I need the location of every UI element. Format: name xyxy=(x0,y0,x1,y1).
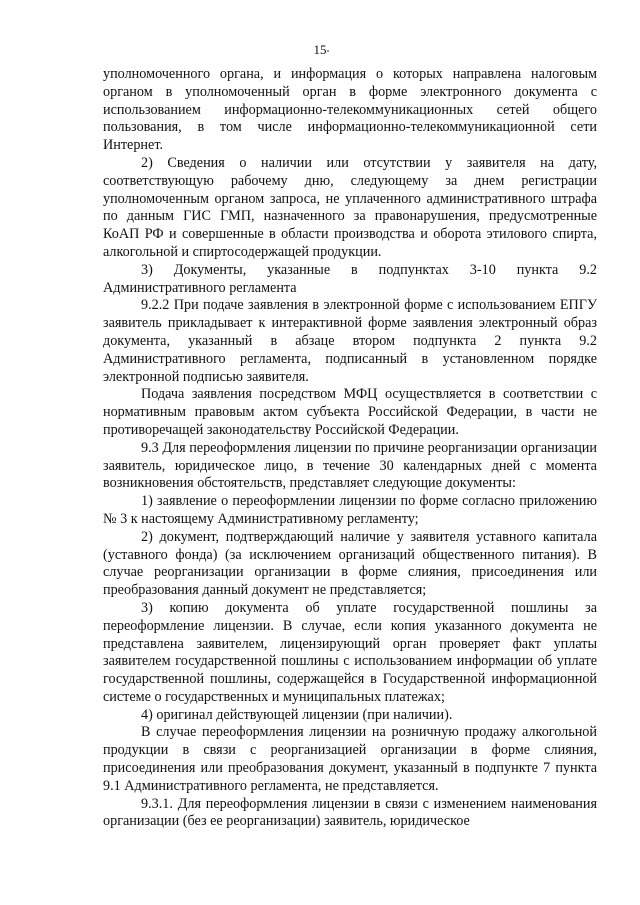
paragraph-retail-case: В случае переоформления лицензии на розничную продажу алкогольной продукции в связи с реорганизацией организации в форме слияния, присоединения или преобразования документ, указанный в подпункте 7 пункта 9.1 Административного регламента, не представляется. xyxy=(103,724,597,794)
paragraph-9-3-1: 9.3.1. Для переоформления лицензии в связи с изменением наименования организации (без ее реорганизации) заявитель, юридическое xyxy=(103,795,597,830)
page-number: 15 xyxy=(313,42,327,57)
paragraph-item-3: 3) Документы, указанные в подпунктах 3-10 пункта 9.2 Административного регламента xyxy=(103,261,597,296)
paragraph-doc-1: 1) заявление о переоформлении лицензии по форме согласно приложению № 3 к настоящему Административному регламенту; xyxy=(103,493,597,527)
paragraph-item-2: 2) Сведения о наличии или отсутствии у заявителя на дату, соответствующую рабочему дню, следующему за днем регистрации уполномоченным органом запроса, не уплаченного административного штрафа по данным ГИС ГМП, назначенного за правонарушения, предусмотренные КоАП РФ и совершенные в области производства и оборота этилового спирта, алкогольной и спиртосодержащей продукции. xyxy=(103,154,597,260)
paragraph-doc-2: 2) документ, подтверждающий наличие у заявителя уставного капитала (уставного фонда) (за исключением организаций общественного питания). В случае реорганизации организации в форме слияния, присоединения или преобразования данный документ не представляется; xyxy=(103,528,597,599)
paragraph-doc-4: 4) оригинал действующей лицензии (при наличии). xyxy=(141,706,453,723)
scan-dot-mark xyxy=(327,50,329,52)
paragraph-9-3: 9.3 Для переоформления лицензии по причине реорганизации организации заявитель, юридическое лицо, в течение 30 календарных дней с момента возникновения обстоятельств, представляет следующие документы: xyxy=(103,439,597,492)
paragraph-9-2-2: 9.2.2 При подаче заявления в электронной форме с использованием ЕПГУ заявитель прикладывает к интерактивной форме заявления электронный образ документа, указанный в абзаце втором подпункта 2 пункта 9.2 Административного регламента, подписанный в установленном порядке электронной подписью заявителя. xyxy=(103,297,597,385)
paragraph-doc-3: 3) копию документа об уплате государственной пошлины за переоформление лицензии. В случае, если копия указанного документа не представлена заявителем, лицензирующий орган проверяет факт уплаты заявителем государственной пошлины с использованием информации об уплате государственной пошлины, содержащейся в Государственной информационной системе о государственных и муниципальных платежах; xyxy=(103,599,597,705)
paragraph-continuation: уполномоченного органа, и информация о которых направлена налоговым органом в уполномоченный орган в форме электронного документа с использованием информационно-телекоммуникационных сетей общего пользования, в том числе информационно-телекоммуникационной сети Интернет. xyxy=(103,66,597,154)
document-body xyxy=(103,66,597,831)
paragraph-mfc: Подача заявления посредством МФЦ осуществляется в соответствии с нормативным правовым актом субъекта Российской Федерации, в части не противоречащей законодательству Российской Федерации. xyxy=(103,386,597,438)
